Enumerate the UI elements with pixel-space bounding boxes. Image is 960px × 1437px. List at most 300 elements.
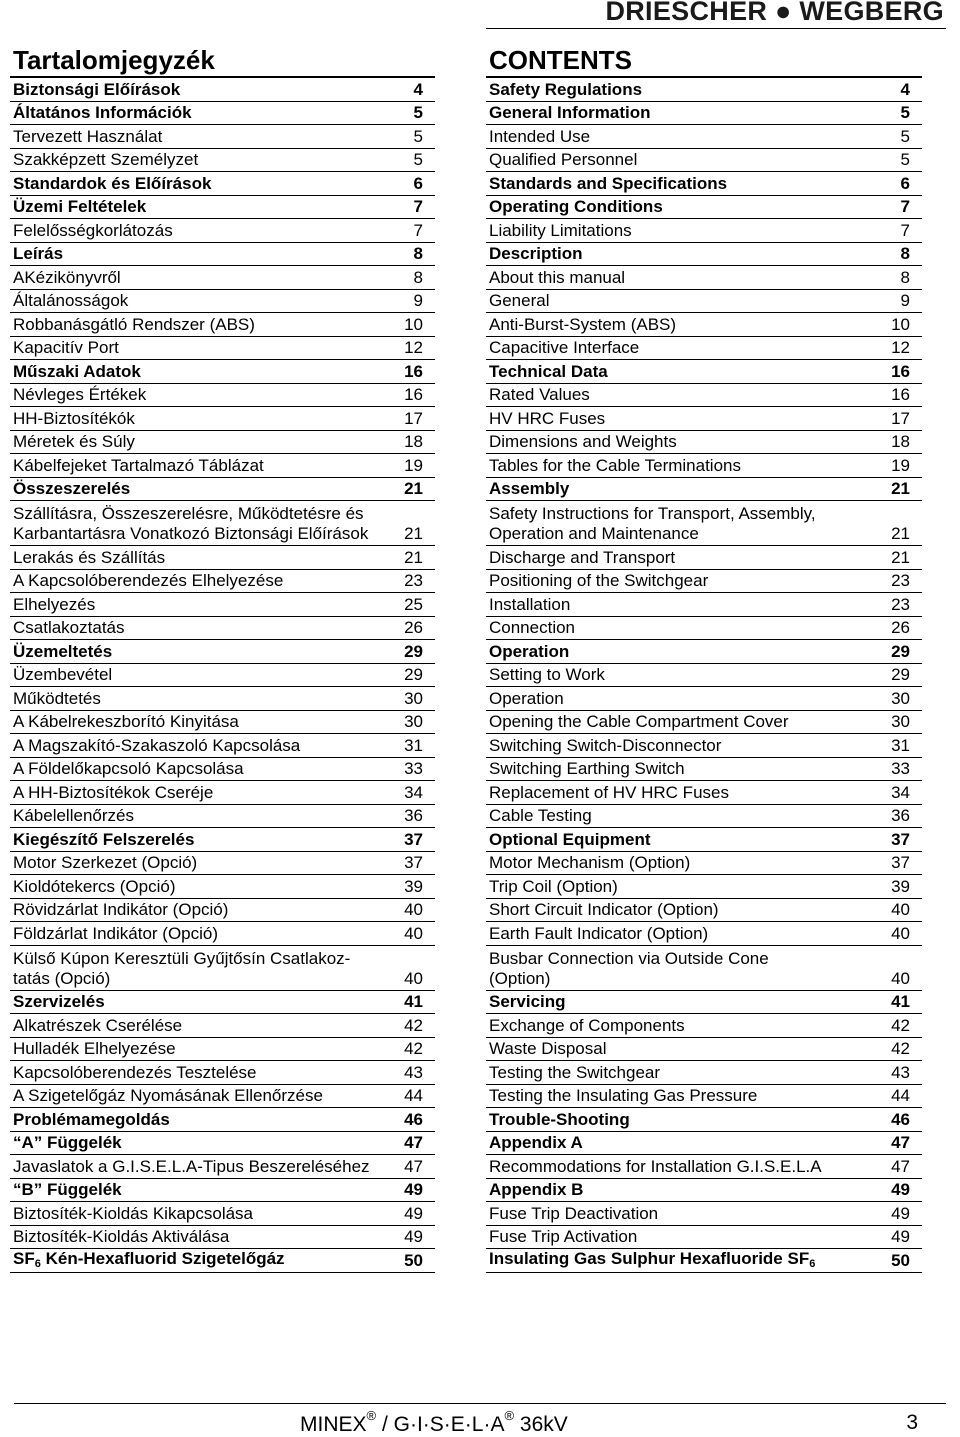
toc-entry-page: 16 bbox=[891, 385, 910, 404]
toc-entry[interactable] bbox=[10, 640, 435, 664]
toc-entry[interactable] bbox=[10, 617, 435, 641]
toc-hungarian bbox=[10, 44, 435, 1273]
toc-entry[interactable] bbox=[10, 946, 435, 991]
toc-entry[interactable] bbox=[10, 102, 435, 126]
toc-entry-page: 33 bbox=[891, 759, 910, 778]
toc-entry-title: Kioldótekercs (Opció) bbox=[13, 876, 176, 896]
toc-entry-page: 33 bbox=[404, 759, 423, 778]
toc-entry-title: Testing the Switchgear bbox=[489, 1062, 661, 1082]
toc-entry[interactable] bbox=[486, 501, 922, 546]
toc-entry-title: Szakképzett Személyzet bbox=[13, 150, 199, 169]
toc-entry-title: Short Circuit Indicator (Option) bbox=[489, 900, 719, 919]
toc-entry-title: A HH-Biztosítékok Cseréje bbox=[13, 782, 214, 802]
toc-entry[interactable] bbox=[486, 1061, 922, 1085]
toc-entry-title: Elhelyezés bbox=[13, 594, 96, 614]
toc-entry-title: Standards and Specifications bbox=[489, 173, 728, 193]
toc-entry-title: Névleges Értékek bbox=[13, 385, 147, 404]
toc-entry[interactable] bbox=[486, 664, 922, 688]
toc-entry[interactable] bbox=[486, 1132, 922, 1156]
toc-entry-page: 37 bbox=[891, 853, 910, 872]
toc-entry[interactable] bbox=[486, 734, 922, 758]
toc-entry-title-text: Insulating Gas Sulphur Hexafluoride SF bbox=[489, 1248, 810, 1268]
toc-entry-title bbox=[13, 1249, 383, 1271]
toc-entry[interactable] bbox=[486, 1155, 922, 1179]
toc-entry-title: Tervezett Használat bbox=[13, 126, 163, 146]
toc-entry[interactable] bbox=[10, 337, 435, 361]
toc-entry-page: 40 bbox=[404, 968, 423, 988]
toc-entry[interactable] bbox=[486, 852, 922, 876]
toc-entry[interactable] bbox=[486, 640, 922, 664]
footer-product-title bbox=[300, 1408, 568, 1437]
toc-entry-title: A Kábelrekeszborító Kinyitása bbox=[13, 712, 239, 731]
toc-entry-page: 12 bbox=[891, 338, 910, 357]
toc-entry-title: Earth Fault Indicator (Option) bbox=[489, 923, 709, 943]
toc-entry-title: Appendix A bbox=[489, 1133, 583, 1152]
toc-entry-title: Külső Kúpon Keresztüli Gyűjtősín Csatlakoz- tatás (Opció) bbox=[13, 948, 351, 988]
toc-entry-title: Busbar Connection via Outside Cone (Option) bbox=[489, 948, 769, 988]
toc-title-hu: Tartalomjegyzék bbox=[10, 44, 435, 78]
toc-entry-page: 29 bbox=[891, 665, 910, 684]
toc-entry-page: 7 bbox=[413, 197, 423, 216]
toc-entry-title: Servicing bbox=[489, 992, 566, 1011]
toc-entry-page: 7 bbox=[900, 197, 910, 216]
toc-entry-page: 5 bbox=[413, 126, 423, 146]
footer-separator: / bbox=[376, 1413, 394, 1436]
toc-entry-page: 7 bbox=[413, 220, 423, 240]
toc-entry-page: 8 bbox=[413, 267, 423, 287]
toc-entry-page: 18 bbox=[891, 432, 910, 451]
toc-entry-page: 23 bbox=[891, 594, 910, 614]
toc-entry-page: 4 bbox=[900, 79, 910, 99]
toc-entry-title: HH-Biztosítékók bbox=[13, 408, 135, 428]
toc-entry-page: 30 bbox=[891, 712, 910, 731]
toc-entry[interactable] bbox=[486, 781, 922, 805]
toc-entry-page: 16 bbox=[404, 361, 423, 381]
toc-entry[interactable] bbox=[10, 266, 435, 290]
toc-entry-title: Operation bbox=[489, 688, 564, 708]
toc-entry-title: Kiegészítő Felszerelés bbox=[13, 829, 195, 849]
toc-entry-page: 44 bbox=[891, 1086, 910, 1105]
toc-entry-title: Kapacitív Port bbox=[13, 338, 119, 357]
toc-entry[interactable] bbox=[486, 593, 922, 617]
toc-entry[interactable] bbox=[486, 313, 922, 337]
toc-entry-page: 30 bbox=[891, 688, 910, 708]
toc-entry[interactable] bbox=[10, 593, 435, 617]
toc-entry-title: Waste Disposal bbox=[489, 1039, 607, 1058]
toc-entry-page: 41 bbox=[404, 992, 423, 1011]
toc-entry[interactable] bbox=[10, 546, 435, 570]
toc-entry[interactable] bbox=[10, 172, 435, 196]
toc-entry-title: Javaslatok a G.I.S.E.L.A-Tipus Beszereléséhez bbox=[13, 1156, 370, 1176]
toc-entry[interactable] bbox=[10, 454, 435, 478]
toc-entry-page: 49 bbox=[404, 1227, 423, 1246]
toc-entry[interactable] bbox=[486, 172, 922, 196]
toc-entry-page: 17 bbox=[404, 408, 423, 428]
page-number: 3 bbox=[906, 1411, 918, 1434]
toc-entry[interactable] bbox=[486, 991, 922, 1015]
toc-entry-page: 29 bbox=[404, 665, 423, 684]
toc-entry-page: 47 bbox=[891, 1133, 910, 1152]
toc-entry[interactable] bbox=[10, 478, 435, 502]
toc-entry-title: A Kapcsolóberendezés Elhelyezése bbox=[13, 571, 284, 590]
toc-entry[interactable] bbox=[486, 266, 922, 290]
toc-entry-page: 37 bbox=[891, 829, 910, 849]
toc-entry[interactable] bbox=[10, 1085, 435, 1109]
toc-entry[interactable] bbox=[10, 1202, 435, 1226]
toc-entry[interactable] bbox=[10, 313, 435, 337]
toc-entry-page: 26 bbox=[891, 618, 910, 637]
toc-entry[interactable] bbox=[10, 1132, 435, 1156]
toc-entry-title: Installation bbox=[489, 594, 571, 614]
toc-entry-page: 5 bbox=[413, 103, 423, 122]
toc-entry[interactable] bbox=[10, 125, 435, 149]
toc-entry-page: 16 bbox=[404, 385, 423, 404]
toc-entry-page: 37 bbox=[404, 829, 423, 849]
toc-entry-title: Robbanásgátló Rendszer (ABS) bbox=[13, 314, 255, 334]
toc-entry-title: A Szigetelőgáz Nyomásának Ellenőrzése bbox=[13, 1086, 323, 1105]
toc-entry-page: 40 bbox=[404, 923, 423, 943]
toc-entry-title: General bbox=[489, 291, 550, 310]
toc-entry-page: 5 bbox=[900, 126, 910, 146]
toc-entry-page: 49 bbox=[404, 1180, 423, 1199]
toc-entry-page: 18 bbox=[404, 432, 423, 451]
toc-entry-page: 49 bbox=[891, 1203, 910, 1223]
toc-entry[interactable] bbox=[10, 711, 435, 735]
toc-entry[interactable] bbox=[10, 360, 435, 384]
toc-entry-title: Optional Equipment bbox=[489, 829, 651, 849]
toc-entry-page: 21 bbox=[891, 479, 910, 498]
toc-entry-title: Biztonsági Előírások bbox=[13, 79, 181, 99]
toc-entry-title: Exchange of Components bbox=[489, 1015, 685, 1035]
toc-entry[interactable] bbox=[10, 1226, 435, 1250]
toc-entry-page: 21 bbox=[404, 524, 423, 543]
toc-entry-page: 49 bbox=[404, 1203, 423, 1223]
toc-entry[interactable] bbox=[10, 828, 435, 852]
toc-entry-page: 31 bbox=[891, 735, 910, 755]
toc-entry[interactable] bbox=[10, 384, 435, 408]
toc-entry-title: Általánosságok bbox=[13, 291, 129, 310]
toc-entry-page: 49 bbox=[891, 1180, 910, 1199]
toc-entry-page: 8 bbox=[900, 267, 910, 287]
toc-entry[interactable] bbox=[486, 922, 922, 946]
toc-entry[interactable] bbox=[10, 290, 435, 314]
toc-entry[interactable] bbox=[486, 899, 922, 923]
toc-entry-title: Trip Coil (Option) bbox=[489, 876, 618, 896]
toc-entry-title: Kábelfejeket Tartalmazó Táblázat bbox=[13, 455, 264, 475]
toc-entry-page: 47 bbox=[404, 1133, 423, 1152]
toc-entry-page: 34 bbox=[404, 782, 423, 802]
toc-entry[interactable] bbox=[486, 431, 922, 455]
toc-entry-page: 5 bbox=[413, 150, 423, 169]
toc-entry[interactable] bbox=[486, 290, 922, 314]
toc-entry-title: Működtetés bbox=[13, 688, 101, 708]
toc-entry-page: 34 bbox=[891, 782, 910, 802]
toc-entry-title: Biztosíték-Kioldás Aktiválása bbox=[13, 1227, 230, 1246]
toc-entry-page: 40 bbox=[891, 923, 910, 943]
toc-entry-subscript: 6 bbox=[34, 1257, 41, 1270]
toc-entry-page: 6 bbox=[900, 173, 910, 193]
toc-entry[interactable] bbox=[10, 149, 435, 173]
toc-entry-page: 5 bbox=[900, 150, 910, 169]
toc-entry[interactable] bbox=[10, 922, 435, 946]
toc-entry-title: Safety Instructions for Transport, Assembly, Operation and Maintenance bbox=[489, 504, 816, 543]
toc-entry[interactable] bbox=[10, 687, 435, 711]
toc-entry-title: A Földelőkapcsoló Kapcsolása bbox=[13, 759, 244, 778]
toc-entry-subscript: 6 bbox=[809, 1257, 816, 1270]
toc-entry[interactable] bbox=[10, 1061, 435, 1085]
toc-entry-page: 43 bbox=[404, 1062, 423, 1082]
toc-entry-page: 41 bbox=[891, 992, 910, 1011]
toc-entry-page: 30 bbox=[404, 688, 423, 708]
toc-entry-page: 36 bbox=[404, 806, 423, 825]
header-rule bbox=[486, 28, 946, 29]
toc-entry[interactable] bbox=[486, 805, 922, 829]
toc-entry[interactable] bbox=[10, 991, 435, 1015]
toc-entry-title: Positioning of the Switchgear bbox=[489, 571, 709, 590]
toc-entry[interactable] bbox=[10, 219, 435, 243]
toc-entry-page: 42 bbox=[891, 1039, 910, 1058]
toc-entry[interactable] bbox=[486, 1085, 922, 1109]
toc-entry-title: Qualified Personnel bbox=[489, 150, 638, 169]
toc-entry[interactable] bbox=[486, 946, 922, 991]
toc-entry[interactable] bbox=[486, 758, 922, 782]
toc-entry[interactable] bbox=[486, 1226, 922, 1250]
toc-entry-page: 44 bbox=[404, 1086, 423, 1105]
toc-entry[interactable] bbox=[10, 243, 435, 267]
toc-entry[interactable] bbox=[10, 1179, 435, 1203]
toc-entry-title: Technical Data bbox=[489, 361, 608, 381]
toc-entry-page: 4 bbox=[413, 79, 423, 99]
toc-entry-title: Fuse Trip Activation bbox=[489, 1227, 638, 1246]
footer-reg-mark: ® bbox=[366, 1408, 377, 1423]
toc-entry[interactable] bbox=[10, 805, 435, 829]
toc-entry-title: Kapcsolóberendezés Tesztelése bbox=[13, 1062, 257, 1082]
toc-entry-title: Alkatrészek Cserélése bbox=[13, 1015, 183, 1035]
toc-entry[interactable] bbox=[10, 758, 435, 782]
toc-entry-page: 5 bbox=[900, 103, 910, 122]
toc-entry-title: “A” Függelék bbox=[13, 1133, 122, 1152]
toc-entry-title: Lerakás és Szállítás bbox=[13, 547, 166, 567]
toc-entry-page: 42 bbox=[404, 1039, 423, 1058]
toc-entry[interactable] bbox=[10, 196, 435, 220]
toc-entry-title: Motor Szerkezet (Opció) bbox=[13, 853, 198, 872]
toc-title-en: CONTENTS bbox=[486, 44, 922, 78]
toc-entry-title: Üzembevétel bbox=[13, 665, 113, 684]
toc-entry-page: 6 bbox=[413, 173, 423, 193]
toc-entry-title: Intended Use bbox=[489, 126, 591, 146]
toc-entry-title: Replacement of HV HRC Fuses bbox=[489, 782, 729, 802]
footer-voltage: 36kV bbox=[514, 1413, 568, 1436]
toc-entry-page: 23 bbox=[404, 571, 423, 590]
toc-entry[interactable] bbox=[486, 102, 922, 126]
toc-entry[interactable] bbox=[10, 501, 435, 546]
toc-entry[interactable] bbox=[486, 711, 922, 735]
toc-entry-title: Kábelellenőrzés bbox=[13, 806, 134, 825]
toc-entry-title: General Information bbox=[489, 103, 651, 122]
toc-entry-title: Motor Mechanism (Option) bbox=[489, 853, 691, 872]
toc-entry[interactable] bbox=[486, 125, 922, 149]
toc-entry-title: Műszaki Adatok bbox=[13, 361, 141, 381]
footer-product: MINEX bbox=[300, 1413, 367, 1436]
toc-entry[interactable] bbox=[486, 407, 922, 431]
toc-entry-page: 8 bbox=[413, 244, 423, 263]
toc-entry-title: Földzárlat Indikátor (Opció) bbox=[13, 923, 219, 943]
toc-entry[interactable] bbox=[486, 478, 922, 502]
toc-entry-page: 39 bbox=[404, 876, 423, 896]
toc-entry-page: 19 bbox=[891, 455, 910, 475]
toc-entry-title-rest: Kén-Hexafluorid Szigetelőgáz bbox=[40, 1248, 285, 1268]
toc-entry[interactable] bbox=[10, 431, 435, 455]
toc-entry[interactable] bbox=[486, 1202, 922, 1226]
toc-entry[interactable] bbox=[486, 149, 922, 173]
toc-entry-page: 47 bbox=[404, 1156, 423, 1176]
toc-entry[interactable] bbox=[486, 360, 922, 384]
toc-entry-title: Méretek és Súly bbox=[13, 432, 135, 451]
toc-entry-title bbox=[489, 1249, 870, 1271]
toc-entry-title: Operation bbox=[489, 641, 570, 661]
toc-entry-page: 26 bbox=[404, 618, 423, 637]
footer-reg-mark-2: ® bbox=[504, 1408, 515, 1423]
toc-entry-page: 36 bbox=[891, 806, 910, 825]
toc-entry[interactable] bbox=[486, 454, 922, 478]
toc-entry-page: 12 bbox=[404, 338, 423, 357]
toc-entry-page: 46 bbox=[404, 1109, 423, 1129]
toc-list-en bbox=[486, 78, 922, 1273]
toc-entry-page: 43 bbox=[891, 1062, 910, 1082]
toc-entry-page: 21 bbox=[404, 547, 423, 567]
toc-english bbox=[486, 44, 922, 1273]
toc-entry-title: Hulladék Elhelyezése bbox=[13, 1039, 176, 1058]
toc-entry-page: 17 bbox=[891, 408, 910, 428]
toc-entry[interactable] bbox=[486, 546, 922, 570]
toc-entry-title: Testing the Insulating Gas Pressure bbox=[489, 1086, 758, 1105]
toc-entry-title: Anti-Burst-System (ABS) bbox=[489, 314, 677, 334]
toc-entry-title: Operating Conditions bbox=[489, 197, 663, 216]
toc-entry-title-text: SF bbox=[13, 1248, 35, 1268]
toc-entry-title: Üzemeltetés bbox=[13, 641, 113, 661]
toc-entry[interactable] bbox=[10, 781, 435, 805]
toc-entry[interactable] bbox=[10, 1249, 435, 1273]
toc-entry-page: 10 bbox=[404, 314, 423, 334]
toc-entry-title: Assembly bbox=[489, 479, 570, 498]
toc-entry-title: HV HRC Fuses bbox=[489, 408, 606, 428]
toc-entry[interactable] bbox=[10, 875, 435, 899]
toc-entry-page: 8 bbox=[900, 244, 910, 263]
toc-entry[interactable] bbox=[10, 1014, 435, 1038]
toc-entry-title: Description bbox=[489, 244, 583, 263]
toc-entry[interactable] bbox=[486, 219, 922, 243]
toc-entry-title: Connection bbox=[489, 618, 576, 637]
toc-entry-title: Dimensions and Weights bbox=[489, 432, 677, 451]
toc-entry-page: 9 bbox=[900, 291, 910, 310]
toc-entry[interactable] bbox=[486, 243, 922, 267]
toc-entry-page: 40 bbox=[404, 900, 423, 919]
toc-entry-title: Trouble-Shooting bbox=[489, 1109, 630, 1129]
toc-entry-title: Szervizelés bbox=[13, 992, 105, 1011]
toc-entry-page: 16 bbox=[891, 361, 910, 381]
brand-header: DRIESCHER ● WEGBERG bbox=[605, 0, 944, 26]
toc-entry-title: Tables for the Cable Terminations bbox=[489, 455, 741, 475]
toc-entry-page: 30 bbox=[404, 712, 423, 731]
toc-entry[interactable] bbox=[10, 78, 435, 102]
toc-entry-title: Cable Testing bbox=[489, 806, 592, 825]
toc-entry-title: Rated Values bbox=[489, 385, 590, 404]
toc-list-hu bbox=[10, 78, 435, 1273]
toc-entry[interactable] bbox=[486, 1249, 922, 1273]
toc-entry[interactable] bbox=[486, 570, 922, 594]
toc-entry[interactable] bbox=[486, 1014, 922, 1038]
toc-entry-title: Liability Limitations bbox=[489, 220, 632, 240]
toc-entry-page: 19 bbox=[404, 455, 423, 475]
footer-rule bbox=[14, 1403, 946, 1404]
toc-entry-title: Setting to Work bbox=[489, 665, 605, 684]
toc-entry-page: 21 bbox=[891, 524, 910, 543]
toc-entry[interactable] bbox=[486, 384, 922, 408]
footer-product2: G·I·S·E·L·A bbox=[393, 1413, 505, 1436]
toc-entry-page: 21 bbox=[891, 547, 910, 567]
toc-entry[interactable] bbox=[10, 899, 435, 923]
toc-entry[interactable] bbox=[10, 734, 435, 758]
toc-entry[interactable] bbox=[10, 1038, 435, 1062]
toc-entry-page: 37 bbox=[404, 853, 423, 872]
toc-entry[interactable] bbox=[486, 1038, 922, 1062]
toc-entry-page: 29 bbox=[891, 641, 910, 661]
toc-entry-title: Switching Earthing Switch bbox=[489, 759, 685, 778]
toc-entry[interactable] bbox=[486, 337, 922, 361]
toc-entry[interactable] bbox=[486, 1179, 922, 1203]
toc-entry-title: Capacitive Interface bbox=[489, 338, 640, 357]
toc-entry-page: 46 bbox=[891, 1109, 910, 1129]
toc-entry-title: A Magszakító-Szakaszoló Kapcsolása bbox=[13, 735, 301, 755]
toc-entry-title: Csatlakoztatás bbox=[13, 618, 125, 637]
toc-entry[interactable] bbox=[10, 570, 435, 594]
toc-entry-title: Leírás bbox=[13, 244, 64, 263]
toc-entry[interactable] bbox=[486, 687, 922, 711]
toc-entry-page: 50 bbox=[404, 1250, 423, 1270]
toc-entry-page: 23 bbox=[891, 571, 910, 590]
toc-entry[interactable] bbox=[10, 407, 435, 431]
toc-entry[interactable] bbox=[486, 875, 922, 899]
toc-entry-title: Szállításra, Összeszerelésre, Működtetésre és Karbantartásra Vonatkozó Biztonsági Előírások bbox=[13, 504, 369, 543]
toc-entry-title: Discharge and Transport bbox=[489, 547, 676, 567]
toc-entry-title: “B” Függelék bbox=[13, 1180, 122, 1199]
toc-entry-page: 29 bbox=[404, 641, 423, 661]
toc-entry[interactable] bbox=[486, 828, 922, 852]
toc-entry[interactable] bbox=[486, 1108, 922, 1132]
toc-entry[interactable] bbox=[10, 852, 435, 876]
toc-entry-page: 49 bbox=[891, 1227, 910, 1246]
toc-entry-page: 40 bbox=[891, 968, 910, 988]
toc-entry-title: Safety Regulations bbox=[489, 79, 643, 99]
toc-entry[interactable] bbox=[486, 78, 922, 102]
toc-entry-page: 47 bbox=[891, 1156, 910, 1176]
toc-entry[interactable] bbox=[486, 196, 922, 220]
toc-entry[interactable] bbox=[486, 617, 922, 641]
toc-entry-page: 9 bbox=[413, 291, 423, 310]
toc-entry-title: Opening the Cable Compartment Cover bbox=[489, 712, 789, 731]
toc-entry[interactable] bbox=[10, 664, 435, 688]
toc-entry-title: Áltatános Információk bbox=[13, 103, 192, 122]
toc-entry-page: 21 bbox=[404, 479, 423, 498]
toc-entry[interactable] bbox=[10, 1108, 435, 1132]
toc-entry-title: Felelősségkorlátozás bbox=[13, 220, 173, 240]
toc-entry-page: 40 bbox=[891, 900, 910, 919]
toc-entry-page: 39 bbox=[891, 876, 910, 896]
toc-entry[interactable] bbox=[10, 1155, 435, 1179]
toc-entry-title: AKézikönyvről bbox=[13, 267, 121, 287]
toc-entry-title: Összeszerelés bbox=[13, 479, 131, 498]
toc-entry-page: 50 bbox=[891, 1250, 910, 1270]
